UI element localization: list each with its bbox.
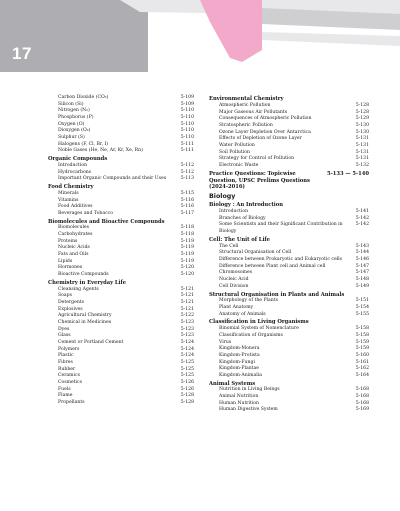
toc-entry bbox=[209, 284, 369, 291]
toc-page-number: 5-119 bbox=[180, 245, 194, 251]
toc-title: Important Organic Compounds and their Uses bbox=[58, 176, 167, 182]
toc-page-number: 5-149 bbox=[355, 283, 369, 289]
toc-title: Beverages and Tobacco bbox=[58, 210, 113, 216]
toc-title: Vitamins bbox=[58, 197, 79, 203]
toc-page-number: 5-159 bbox=[355, 346, 369, 352]
toc-title: Detergents bbox=[58, 300, 84, 305]
toc-page-number: 5-131 bbox=[355, 142, 369, 148]
toc-title: Nucleic Acid bbox=[219, 277, 249, 282]
toc-page-number: 5-169 bbox=[355, 407, 369, 413]
toc-title: Oxygen (O) bbox=[58, 121, 85, 127]
toc-title: Consequences of Atmospheric Pollution bbox=[219, 116, 312, 122]
toc-page-number: 5-121 bbox=[180, 300, 194, 305]
toc-entry bbox=[209, 143, 369, 150]
toc-page-number: 5-118 bbox=[180, 225, 194, 231]
toc-title: Propellants bbox=[58, 399, 85, 405]
toc-page-number: 5-130 bbox=[355, 129, 369, 135]
toc-page-number: 5-109 bbox=[180, 101, 194, 107]
toc-page-number: 5-142 bbox=[355, 215, 369, 221]
toc-page-number: 5-110 bbox=[180, 134, 194, 140]
toc-entry bbox=[209, 394, 369, 401]
toc-title: Soaps bbox=[58, 293, 72, 299]
toc-page-number: 5-133 — 5-140 bbox=[327, 170, 369, 177]
toc-title: Difference between Prokaryotic and Eukaryotic cells bbox=[219, 257, 342, 263]
toc-title: Major Gaseous Air Pollutants bbox=[219, 109, 288, 115]
toc-page-number: 5-124 bbox=[180, 346, 194, 352]
toc-section-heading bbox=[48, 280, 194, 287]
toc-title: Practice Questions: Topicwise Question, UPSC Prelims Questions (2024-2016) bbox=[209, 170, 310, 191]
toc-title: Biomolecules bbox=[58, 225, 89, 231]
toc-title: Flame bbox=[58, 393, 73, 399]
toc-entry bbox=[48, 211, 194, 218]
toc-title: Fats and Oils bbox=[58, 252, 89, 258]
toc-title: Animal Systems bbox=[209, 380, 256, 387]
toc-title: Dioxygen (O₂) bbox=[58, 128, 91, 134]
toc-page-number: 5-162 bbox=[355, 366, 369, 372]
toc-page-number: 5-148 bbox=[355, 277, 369, 282]
toc-page-number: 5-164 bbox=[355, 372, 369, 378]
toc-page-number: 5-155 bbox=[355, 311, 369, 317]
toc-page-number: 5-111 bbox=[180, 141, 194, 147]
toc-entry bbox=[209, 123, 369, 130]
toc-entry bbox=[48, 293, 194, 300]
toc-title: Environmental Chemistry bbox=[209, 96, 284, 103]
toc-page-number: 5-124 bbox=[180, 339, 194, 345]
toc-title: Kingdom-Animalia bbox=[219, 372, 262, 378]
toc-entry bbox=[48, 135, 194, 142]
toc-page-number: 5-110 bbox=[180, 121, 194, 127]
toc-title: Cosmetics bbox=[58, 379, 82, 385]
toc-entry bbox=[209, 326, 369, 333]
toc-title: Bioactive Compounds bbox=[58, 272, 109, 278]
toc-page-number: 5-123 bbox=[180, 319, 194, 325]
toc-title: Carbon Dioxide (CO₂) bbox=[58, 95, 109, 100]
page-number: 17 bbox=[12, 44, 32, 63]
toc-title: Cleansing Agents bbox=[58, 286, 99, 292]
toc-page-number: 5-141 bbox=[355, 209, 369, 215]
toc-title: Fibres bbox=[58, 359, 73, 365]
toc-entry bbox=[48, 148, 194, 155]
toc-section-heading bbox=[209, 171, 369, 191]
toc-page-number: 5-110 bbox=[180, 114, 194, 120]
toc-entry bbox=[209, 257, 369, 264]
toc-title: Food Additives bbox=[58, 204, 93, 210]
toc-title: Kingdom-Plantae bbox=[219, 366, 259, 372]
toc-page-number: 5-128 bbox=[180, 393, 194, 399]
toc-page-number: 5-158 bbox=[355, 326, 369, 332]
toc-entry bbox=[48, 252, 194, 259]
toc-entry bbox=[209, 222, 369, 235]
toc-entry bbox=[48, 320, 194, 327]
toc-page-number: 5-154 bbox=[355, 304, 369, 310]
toc-entry bbox=[209, 373, 369, 380]
toc-entry bbox=[209, 298, 369, 305]
toc-page-number: 5-147 bbox=[355, 263, 369, 269]
toc-page-number: 5-112 bbox=[180, 169, 194, 175]
subject-heading: Biology bbox=[209, 193, 236, 201]
toc-title: Plant Anatomy bbox=[219, 304, 254, 310]
toc-page-number: 5-161 bbox=[355, 359, 369, 365]
toc-entry bbox=[48, 108, 194, 115]
toc-section-heading bbox=[48, 184, 194, 191]
toc-title: Polymers bbox=[58, 346, 80, 352]
toc-title: Agricultural Chemistry bbox=[58, 313, 112, 319]
toc-left-column bbox=[48, 95, 194, 407]
toc-page-number: 5-131 bbox=[355, 136, 369, 142]
toc-page-number: 5-151 bbox=[355, 298, 369, 304]
toc-entry bbox=[48, 353, 194, 360]
toc-entry bbox=[209, 209, 369, 216]
toc-entry bbox=[209, 305, 369, 312]
toc-entry bbox=[209, 270, 369, 277]
toc-title: Food Chemistry bbox=[48, 184, 94, 191]
toc-title: Water Pollution bbox=[219, 142, 255, 148]
toc-entry bbox=[209, 366, 369, 373]
toc-page-number: 5-168 bbox=[355, 400, 369, 406]
toc-entry bbox=[209, 346, 369, 353]
toc-title: Cement or Portland Cement bbox=[58, 339, 124, 345]
toc-page-number: 5-125 bbox=[180, 359, 194, 365]
toc-entry bbox=[48, 176, 194, 183]
toc-title: Human Digestive System bbox=[219, 407, 278, 413]
toc-page-number: 5-120 bbox=[180, 265, 194, 271]
toc-title: Hormones bbox=[58, 265, 83, 271]
toc-page-number: 5-119 bbox=[180, 238, 194, 244]
header-banner bbox=[0, 0, 400, 72]
toc-title: Difference between Plant cell and Animal cell bbox=[219, 263, 326, 269]
toc-page-number: 5-132 bbox=[355, 162, 369, 168]
toc-page-number: 5-116 bbox=[180, 204, 194, 210]
toc-page-number: 5-131 bbox=[355, 149, 369, 155]
toc-page-number: 5-124 bbox=[180, 353, 194, 359]
toc-page-number: 5-128 bbox=[355, 109, 369, 115]
toc-section-heading bbox=[48, 156, 194, 163]
toc-page-number: 5-168 bbox=[355, 387, 369, 393]
toc-page-number: 5-121 bbox=[180, 286, 194, 292]
toc-entry bbox=[209, 103, 369, 110]
toc-title: Biology : An Introduction bbox=[209, 202, 283, 209]
toc-title: Kingdom-Fungi bbox=[219, 359, 255, 365]
toc-entry bbox=[209, 163, 369, 170]
toc-title: Silicon (Si) bbox=[58, 101, 84, 107]
toc-page-number: 5-112 bbox=[180, 162, 194, 168]
toc-title: Hydrocarbons bbox=[58, 169, 92, 175]
toc-title: Effects of Depletion of Ozone Layer bbox=[219, 136, 302, 142]
toc-title: Classification of Organisms bbox=[219, 332, 283, 338]
toc-entry bbox=[209, 116, 369, 123]
toc-page-number: 5-119 bbox=[180, 252, 194, 258]
toc-title: Chemistry in Everyday Life bbox=[48, 279, 127, 286]
toc-title: Minerals bbox=[58, 190, 79, 196]
toc-entry bbox=[209, 312, 369, 319]
toc-title: Binomial System of Nomenclature bbox=[219, 326, 299, 332]
toc-entry bbox=[48, 393, 194, 400]
toc-title: Phosphorus (P) bbox=[58, 114, 94, 120]
toc-section-heading bbox=[209, 96, 369, 103]
toc-page-number: 5-119 bbox=[180, 258, 194, 264]
toc-entry bbox=[209, 407, 369, 414]
toc-page-number: 5-131 bbox=[355, 156, 369, 162]
toc-page-number: 5-122 bbox=[180, 313, 194, 319]
toc-page-number: 5-120 bbox=[180, 272, 194, 278]
toc-page-number: 5-116 bbox=[180, 197, 194, 203]
toc-page-number: 5-128 bbox=[180, 399, 194, 405]
toc-title: Halogens (F, Cl, Br, I) bbox=[58, 141, 109, 147]
toc-page-number: 5-146 bbox=[355, 257, 369, 263]
toc-page-number: 5-128 bbox=[355, 102, 369, 108]
toc-section-heading bbox=[209, 237, 369, 244]
toc-title: Noble Gases (He, Ne, Ar, Kr, Xe, Rn) bbox=[58, 148, 143, 154]
toc-entry bbox=[48, 300, 194, 307]
toc-entry bbox=[48, 191, 194, 198]
toc-page-number: 5-123 bbox=[180, 333, 194, 339]
toc-entry bbox=[48, 313, 194, 320]
toc-title: Kingdom-Monera bbox=[219, 346, 260, 352]
toc-title: Chromosomes bbox=[219, 270, 253, 276]
toc-page-number: 5-130 bbox=[355, 122, 369, 128]
toc-title: Nucleic Acids bbox=[58, 245, 90, 251]
toc-title: Classification in Living Organisms bbox=[209, 319, 309, 326]
toc-title: Lipids bbox=[58, 258, 73, 264]
toc-title: Branches of Biology bbox=[219, 215, 266, 221]
toc-page-number: 5-159 bbox=[355, 339, 369, 345]
toc-page-number: 5-125 bbox=[180, 373, 194, 379]
toc-title: Sulphur (S) bbox=[58, 134, 85, 140]
toc-page-number: 5-110 bbox=[180, 128, 194, 134]
toc-page-number: 5-126 bbox=[180, 379, 194, 385]
toc-page-number: 5-121 bbox=[180, 293, 194, 299]
toc-title: Electronic Waste bbox=[219, 162, 259, 168]
toc-page-number: 5-125 bbox=[180, 366, 194, 372]
toc-entry bbox=[48, 400, 194, 407]
toc-title: Stratospheric Pollution bbox=[219, 122, 273, 128]
toc-page-number: 5-147 bbox=[355, 270, 369, 276]
toc-title: Ceramics bbox=[58, 373, 80, 379]
toc-title: Rubber bbox=[58, 366, 76, 372]
toc-title: Explosives bbox=[58, 306, 83, 312]
toc-title: Plastic bbox=[58, 353, 74, 359]
toc-entry bbox=[209, 333, 369, 340]
toc-title: Soil Pollution bbox=[219, 149, 250, 155]
toc-entry bbox=[48, 340, 194, 347]
toc-entry bbox=[48, 232, 194, 239]
toc-entry bbox=[48, 380, 194, 387]
toc-title: Morphology of the Plants bbox=[219, 298, 278, 304]
toc-entry bbox=[209, 277, 369, 284]
toc-title: Cell: The Unit of Life bbox=[209, 236, 270, 243]
toc-page-number: 5-109 bbox=[180, 95, 194, 100]
toc-title: Organic Compounds bbox=[48, 156, 108, 163]
toc-page-number: 5-110 bbox=[180, 108, 194, 114]
toc-page-number: 5-143 bbox=[355, 243, 369, 249]
toc-page-number: 5-115 bbox=[180, 190, 194, 196]
toc-title: Ozone Layer Depletion Over Antarctica bbox=[219, 129, 311, 135]
toc-entry bbox=[48, 128, 194, 135]
toc-page-number: 5-126 bbox=[180, 386, 194, 392]
toc-entry bbox=[48, 95, 194, 102]
toc-page-number: 5-168 bbox=[355, 394, 369, 400]
toc-title: Chemical in Medicines bbox=[58, 319, 112, 325]
toc-title: Structural Organisation of Cell bbox=[219, 250, 292, 256]
toc-entry bbox=[48, 272, 194, 279]
toc-entry bbox=[48, 204, 194, 211]
toc-title: Proteins bbox=[58, 238, 78, 244]
toc-title: Kingdom-Protista bbox=[219, 352, 260, 358]
toc-title: Structural Organisation in Plants and Animals bbox=[209, 291, 345, 298]
toc-entry bbox=[48, 333, 194, 340]
toc-entry bbox=[48, 360, 194, 367]
toc-page-number: 5-117 bbox=[180, 210, 194, 216]
toc-page-number: 5-160 bbox=[355, 352, 369, 358]
toc-page-number: 5-158 bbox=[355, 332, 369, 338]
toc-title: Atmospheric Pollution bbox=[219, 102, 271, 108]
toc-title: Introduction bbox=[219, 209, 249, 215]
toc-right-column bbox=[209, 95, 369, 414]
toc-entry bbox=[48, 373, 194, 380]
toc-title: Introduction bbox=[58, 162, 88, 168]
toc-page-number: 5-111 bbox=[180, 148, 194, 154]
toc-entry bbox=[209, 156, 369, 163]
toc-page-number: 5-142 bbox=[355, 222, 369, 228]
toc-title: Some Scientists and their Significant Contribution in Biology bbox=[219, 222, 343, 235]
toc-entry bbox=[209, 136, 369, 143]
toc-entry bbox=[48, 163, 194, 170]
toc-title: Biomolecules and Bioactive Compounds bbox=[48, 218, 165, 225]
toc-title: Nitrogen (N₂) bbox=[58, 108, 90, 114]
toc-page-number: 5-121 bbox=[180, 306, 194, 312]
toc-title: Animal Nutrition bbox=[219, 394, 259, 400]
toc-title: Nutrition in Living Beings bbox=[219, 387, 280, 393]
toc-page-number: 5-113 bbox=[180, 176, 194, 182]
toc-page-number: 5-123 bbox=[180, 326, 194, 332]
toc-title: Strategy for Control of Pollution bbox=[219, 156, 295, 162]
toc-page-number: 5-129 bbox=[355, 116, 369, 122]
toc-title: Fuels bbox=[58, 386, 71, 392]
toc-entry bbox=[48, 115, 194, 122]
toc-page-number: 5-118 bbox=[180, 232, 194, 238]
toc-page-number: 5-144 bbox=[355, 250, 369, 256]
toc-title: The Cell bbox=[219, 243, 239, 249]
toc-title: Glass bbox=[58, 333, 71, 339]
toc-title: Carbohydrates bbox=[58, 232, 93, 238]
toc-title: Cell Division bbox=[219, 283, 249, 289]
toc-entry bbox=[209, 353, 369, 360]
toc-title: Virus bbox=[219, 339, 232, 345]
toc-title: Human Nutrition bbox=[219, 400, 260, 406]
toc-title: Anatomy of Animals bbox=[219, 311, 266, 317]
toc-title: Dyes bbox=[58, 326, 70, 332]
